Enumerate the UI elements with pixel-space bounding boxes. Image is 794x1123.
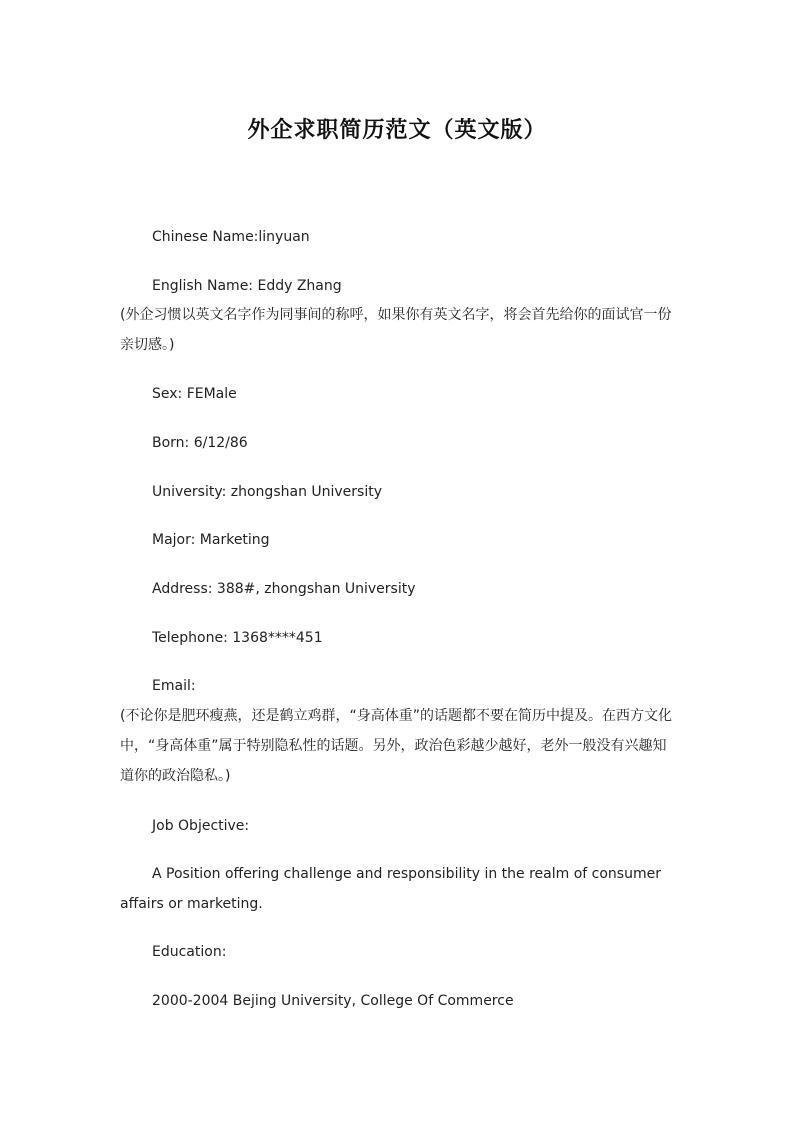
university-line: University: zhongshan University xyxy=(152,484,383,500)
address-line: Address: 388#, zhongshan University xyxy=(152,581,416,597)
job-objective-line-1: A Position offering challenge and responsibility in the realm of consumer xyxy=(152,866,661,882)
job-objective-line-2: affairs or marketing. xyxy=(120,896,263,912)
email-note: (不论你是肥环瘦燕，还是鹤立鸡群，“身高体重”的话题都不要在简历中提及。在西方文化中，“身高体重”属于特别隐私性的话题。另外，政治色彩越少越好，老外一般没有兴趣知道你的政治隐私。) xyxy=(120,708,672,784)
chinese-name-line: Chinese Name:linyuan xyxy=(152,229,310,245)
english-name-note: (外企习惯以英文名字作为同事间的称呼，如果你有英文名字，将会首先给你的面试官一份亲切感。) xyxy=(120,307,672,353)
english-name-line: English Name: Eddy Zhang xyxy=(152,278,342,294)
sex-line: Sex: FEMale xyxy=(152,386,237,402)
education-entry: 2000-2004 Bejing University, College Of Commerce xyxy=(152,993,514,1009)
telephone-line: Telephone: 1368****451 xyxy=(152,630,323,646)
born-line: Born: 6/12/86 xyxy=(152,435,248,451)
major-line: Major: Marketing xyxy=(152,532,270,548)
email-line: Email: xyxy=(152,678,196,694)
document-title: 外企求职简历范文（英文版） xyxy=(247,117,547,143)
education-heading: Education: xyxy=(152,944,227,960)
job-objective-heading: Job Objective: xyxy=(152,818,250,834)
